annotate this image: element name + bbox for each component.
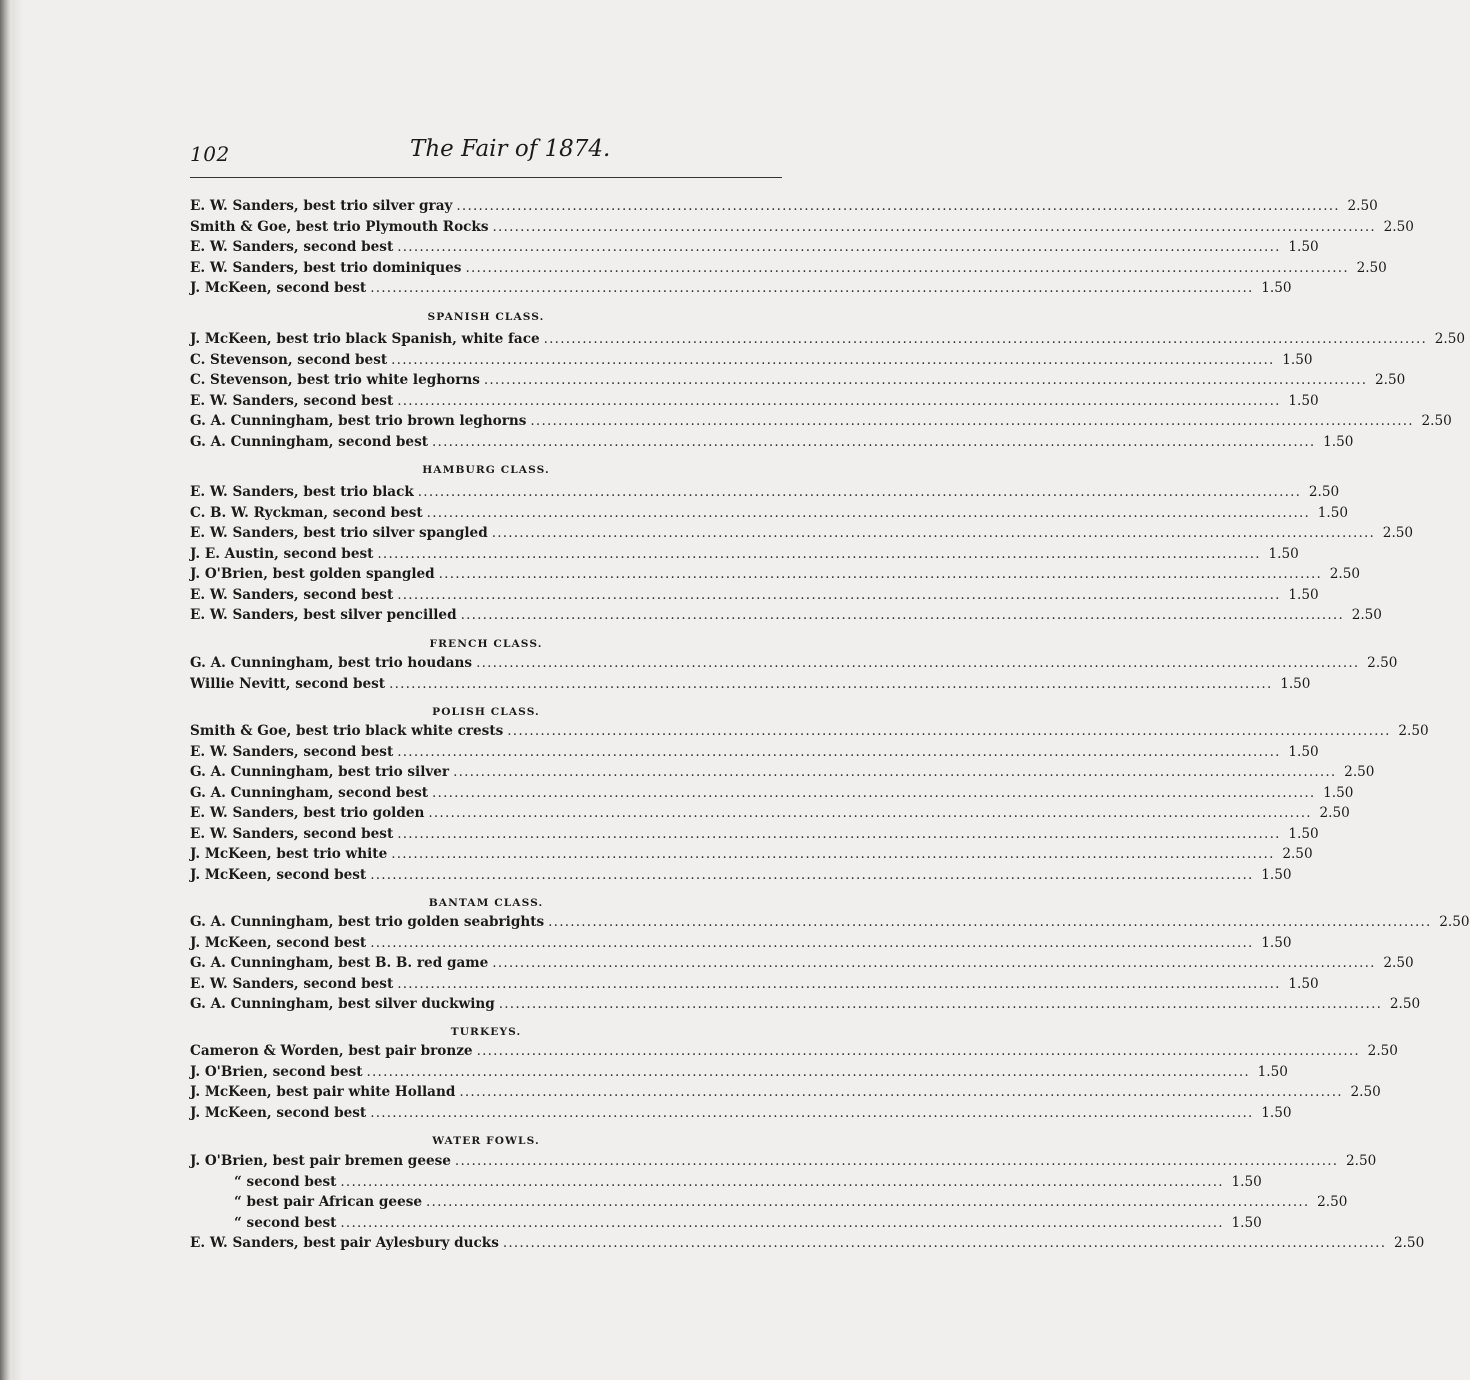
prize-entry — [190, 955, 1414, 975]
prize-amount: 2.50 — [1393, 1235, 1425, 1251]
prize-entry — [190, 934, 1292, 955]
prize-amount: 1.50 — [1323, 784, 1354, 801]
prize-entry — [190, 846, 1313, 866]
prize-entry — [190, 280, 1292, 300]
entry-text: G. A. Cunningham, second best — [190, 433, 429, 450]
dot-leader: ................................................................................................................................................................ — [426, 1194, 1310, 1210]
prize-amount: 1.50 — [1288, 825, 1319, 842]
prize-entry — [190, 433, 1354, 454]
prize-amount: 2.50 — [1398, 723, 1429, 739]
prize-amount: 1.50 — [1261, 866, 1292, 883]
entry-text: Smith & Goe, best trio black white crests — [190, 723, 504, 739]
dot-leader: ................................................................................................................................................................ — [370, 1104, 1254, 1121]
entry-text: E. W. Sanders, second best — [190, 743, 394, 760]
prize-entry — [190, 259, 1387, 280]
prize-entry — [190, 566, 1361, 586]
prize-amount: 1.50 — [1288, 743, 1319, 760]
dot-leader: ................................................................................................................................................................ — [397, 975, 1281, 992]
prize-entry — [190, 1104, 1292, 1125]
dot-leader: ................................................................................................................................................................ — [465, 259, 1349, 276]
dot-leader: ................................................................................................................................................................ — [454, 1153, 1339, 1169]
prize-entry — [190, 655, 1398, 675]
prize-amount: 2.50 — [1383, 955, 1414, 971]
section-heading: FRENCH CLASS. — [429, 638, 543, 650]
dot-leader: ................................................................................................................................................................ — [548, 914, 1432, 930]
page-header — [190, 136, 782, 166]
prize-amount: 2.50 — [1282, 846, 1313, 862]
entry-text: “ best pair African geese — [234, 1194, 423, 1210]
prize-amount: 1.50 — [1288, 239, 1319, 255]
prize-entry — [190, 1173, 1262, 1194]
entry-text: E. W. Sanders, best silver pencilled — [190, 607, 457, 623]
dot-leader: ................................................................................................................................................................ — [377, 545, 1261, 562]
entry-text: G. A. Cunningham, best trio golden seabrights — [190, 914, 545, 930]
entry-text: E. W. Sanders, best pair Aylesbury ducks — [190, 1235, 499, 1251]
prize-amount: 2.50 — [1356, 259, 1387, 276]
entry-text: E. W. Sanders, best trio dominiques — [190, 259, 462, 276]
prize-entry — [190, 975, 1319, 996]
prize-entry — [190, 743, 1319, 764]
prize-amount: 1.50 — [1231, 1173, 1262, 1190]
dot-leader: ................................................................................................................................................................ — [492, 955, 1376, 971]
entry-text: J. O'Brien, second best — [190, 1063, 363, 1080]
dot-leader: ................................................................................................................................................................ — [366, 1063, 1250, 1080]
entry-text: E. W. Sanders, second best — [190, 392, 394, 409]
prize-amount: 1.50 — [1282, 351, 1313, 368]
prize-entry — [190, 805, 1350, 825]
dot-leader: ................................................................................................................................................................ — [391, 846, 1275, 862]
prize-amount: 2.50 — [1350, 1084, 1381, 1100]
entry-text: G. A. Cunningham, second best — [190, 784, 429, 801]
prize-entry — [190, 914, 1470, 934]
entry-text: E. W. Sanders, best trio golden — [190, 805, 425, 821]
section-heading: BANTAM CLASS. — [428, 897, 544, 909]
prize-entry — [190, 331, 1466, 351]
entry-text: J. McKeen, second best — [190, 866, 367, 883]
entry-text: J. McKeen, best trio black Spanish, white face — [190, 331, 540, 347]
entry-text: C. B. W. Ryckman, second best — [190, 504, 423, 521]
dot-leader: ................................................................................................................................................................ — [426, 504, 1311, 521]
prize-amount: 2.50 — [1383, 218, 1414, 235]
prize-amount: 1.50 — [1261, 934, 1292, 951]
prize-amount: 2.50 — [1367, 1043, 1398, 1059]
entry-text: “ second best — [234, 1214, 337, 1231]
dot-leader: ................................................................................................................................................................ — [370, 280, 1254, 296]
prize-amount: 1.50 — [1288, 392, 1319, 409]
section-heading: TURKEYS. — [450, 1026, 522, 1038]
entry-text: J. McKeen, second best — [190, 1104, 367, 1121]
dot-leader: ................................................................................................................................................................ — [417, 484, 1302, 500]
entry-text: J. O'Brien, best golden spangled — [190, 566, 435, 582]
prize-entry — [190, 607, 1382, 627]
prize-entry — [190, 218, 1414, 239]
entry-text: Smith & Goe, best trio Plymouth Rocks — [190, 218, 489, 235]
prize-entry — [190, 1063, 1288, 1084]
entry-text: J. E. Austin, second best — [190, 545, 374, 562]
prize-amount: 2.50 — [1389, 996, 1421, 1012]
dot-leader: ................................................................................................................................................................ — [476, 655, 1360, 671]
prize-entry — [190, 1194, 1348, 1214]
dot-leader: ................................................................................................................................................................ — [543, 331, 1428, 347]
prize-entry — [190, 1084, 1381, 1104]
entry-text: G. A. Cunningham, best trio silver — [190, 764, 450, 780]
entry-text: “ second best — [234, 1173, 337, 1190]
running-title: The Fair of 1874. — [410, 136, 611, 162]
entry-text: Cameron & Worden, best pair bronze — [190, 1043, 473, 1059]
dot-leader: ................................................................................................................................................................ — [507, 723, 1391, 739]
entry-text: J. O'Brien, best pair bremen geese — [190, 1153, 451, 1169]
prize-amount: 2.50 — [1308, 484, 1340, 500]
prize-amount: 1.50 — [1261, 1104, 1292, 1121]
prize-amount: 1.50 — [1288, 975, 1319, 992]
dot-leader: ................................................................................................................................................................ — [397, 239, 1281, 255]
entry-text: E. W. Sanders, second best — [190, 825, 394, 842]
dot-leader: ................................................................................................................................................................ — [492, 218, 1376, 235]
prize-entry — [190, 1153, 1377, 1173]
dot-leader: ................................................................................................................................................................ — [397, 825, 1281, 842]
prize-entry — [190, 825, 1319, 846]
entry-text: J. McKeen, second best — [190, 280, 367, 296]
dot-leader: ................................................................................................................................................................ — [432, 433, 1316, 450]
entry-text: J. McKeen, best trio white — [190, 846, 388, 862]
prize-entry — [190, 784, 1354, 805]
dot-leader: ................................................................................................................................................................ — [483, 372, 1368, 388]
entry-text: C. Stevenson, best trio white leghorns — [190, 372, 480, 388]
prize-amount: 2.50 — [1344, 764, 1375, 780]
prize-entry — [190, 723, 1429, 743]
prize-entry — [190, 392, 1319, 413]
prize-entry — [190, 484, 1340, 504]
prize-entry — [190, 198, 1378, 218]
section-heading: POLISH CLASS. — [432, 706, 540, 718]
entry-text: E. W. Sanders, best trio silver gray — [190, 198, 453, 214]
entry-text: E. W. Sanders, second best — [190, 239, 394, 255]
entry-text: G. A. Cunningham, best trio brown leghorns — [190, 413, 527, 429]
dot-leader: ................................................................................................................................................................ — [438, 566, 1323, 582]
dot-leader: ................................................................................................................................................................ — [491, 525, 1376, 541]
page-gutter — [12, 0, 22, 1380]
section-heading: HAMBURG CLASS. — [422, 464, 550, 476]
prize-entry — [190, 586, 1319, 607]
entry-text: G. A. Cunningham, best silver duckwing — [190, 996, 495, 1012]
dot-leader: ................................................................................................................................................................ — [397, 586, 1281, 603]
prize-amount: 2.50 — [1347, 198, 1378, 214]
dot-leader: ................................................................................................................................................................ — [432, 784, 1316, 801]
prize-entry — [190, 504, 1349, 525]
section-heading: WATER FOWLS. — [432, 1135, 540, 1147]
prize-amount: 2.50 — [1329, 566, 1361, 582]
page-number: 102 — [190, 142, 230, 166]
dot-leader: ................................................................................................................................................................ — [460, 607, 1344, 623]
prize-entry — [190, 525, 1414, 545]
dot-leader: ................................................................................................................................................................ — [459, 1084, 1343, 1100]
prize-amount: 2.50 — [1382, 525, 1414, 541]
entry-text: J. McKeen, second best — [190, 934, 367, 951]
prize-amount: 2.50 — [1434, 331, 1466, 347]
dot-leader: ................................................................................................................................................................ — [397, 392, 1281, 409]
dot-leader: ................................................................................................................................................................ — [428, 805, 1312, 821]
prize-entry — [190, 866, 1292, 887]
prize-amount: 1.50 — [1257, 1063, 1288, 1080]
dot-leader: ................................................................................................................................................................ — [340, 1173, 1224, 1190]
prize-amount: 1.50 — [1288, 586, 1319, 603]
dot-leader: ................................................................................................................................................................ — [389, 675, 1273, 692]
prize-amount: 1.50 — [1231, 1214, 1262, 1231]
dot-leader: ................................................................................................................................................................ — [502, 1235, 1387, 1251]
entry-text: E. W. Sanders, second best — [190, 586, 394, 603]
prize-amount: 1.50 — [1280, 675, 1311, 692]
dot-leader: ................................................................................................................................................................ — [370, 866, 1254, 883]
prize-amount: 2.50 — [1374, 372, 1406, 388]
dot-leader: ................................................................................................................................................................ — [391, 351, 1275, 368]
entry-text: G. A. Cunningham, best trio houdans — [190, 655, 473, 671]
prize-amount: 2.50 — [1421, 413, 1452, 429]
prize-entry — [190, 675, 1311, 696]
prize-entry — [190, 413, 1452, 433]
dot-leader: ................................................................................................................................................................ — [397, 743, 1281, 760]
prize-entry — [190, 545, 1299, 566]
prize-amount: 2.50 — [1346, 1153, 1377, 1169]
prize-amount: 2.50 — [1439, 914, 1470, 930]
prize-amount: 2.50 — [1317, 1194, 1348, 1210]
prize-entry — [190, 351, 1313, 372]
header-rule — [190, 177, 782, 178]
prize-entry — [190, 1214, 1262, 1235]
prize-amount: 1.50 — [1317, 504, 1349, 521]
entry-text: C. Stevenson, second best — [190, 351, 388, 368]
book-binding-edge — [0, 0, 12, 1380]
prize-amount: 1.50 — [1268, 545, 1299, 562]
prize-entry — [190, 1043, 1398, 1063]
prize-amount: 2.50 — [1319, 805, 1350, 821]
prize-entry — [190, 1235, 1425, 1255]
prize-entry — [190, 764, 1375, 784]
dot-leader: ................................................................................................................................................................ — [456, 198, 1340, 214]
prize-entry — [190, 372, 1406, 392]
dot-leader: ................................................................................................................................................................ — [340, 1214, 1224, 1231]
dot-leader: ................................................................................................................................................................ — [498, 996, 1383, 1012]
prize-entry — [190, 239, 1319, 259]
entry-text: Willie Nevitt, second best — [190, 675, 386, 692]
dot-leader: ................................................................................................................................................................ — [370, 934, 1254, 951]
prize-amount: 2.50 — [1351, 607, 1382, 623]
dot-leader: ................................................................................................................................................................ — [476, 1043, 1360, 1059]
prize-entry — [190, 996, 1421, 1016]
prize-amount: 1.50 — [1261, 280, 1292, 296]
dot-leader: ................................................................................................................................................................ — [530, 413, 1414, 429]
entry-text: J. McKeen, best pair white Holland — [190, 1084, 456, 1100]
section-heading: SPANISH CLASS. — [427, 311, 545, 323]
entry-text: E. W. Sanders, best trio silver spangled — [190, 525, 488, 541]
prize-amount: 2.50 — [1367, 655, 1398, 671]
prize-amount: 1.50 — [1323, 433, 1354, 450]
dot-leader: ................................................................................................................................................................ — [453, 764, 1337, 780]
entry-text: G. A. Cunningham, best B. B. red game — [190, 955, 489, 971]
entry-text: E. W. Sanders, second best — [190, 975, 394, 992]
entry-text: E. W. Sanders, best trio black — [190, 484, 414, 500]
